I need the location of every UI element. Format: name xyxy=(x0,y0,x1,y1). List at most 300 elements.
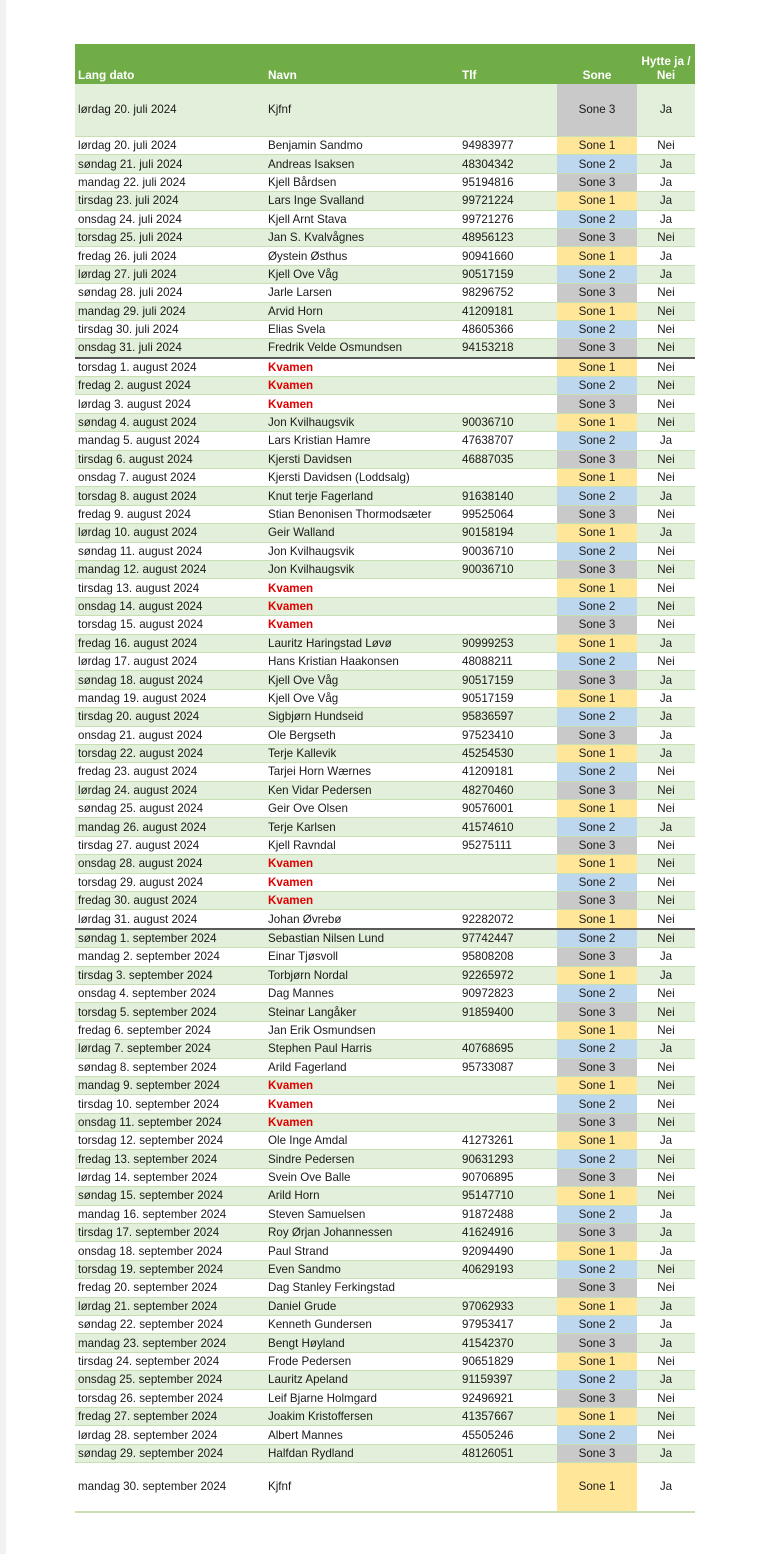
table-row xyxy=(75,1444,695,1462)
cell-dato: torsdag 26. september 2024 xyxy=(75,1389,265,1407)
table-row xyxy=(75,395,695,413)
cell-navn: Kjell Arnt Stava xyxy=(265,210,459,228)
cell-sone: Sone 1 xyxy=(557,744,637,762)
cell-tlf: 95808208 xyxy=(459,948,557,966)
cell-dato: mandag 9. september 2024 xyxy=(75,1076,265,1094)
cell-hytte: Nei xyxy=(637,1058,695,1076)
table-row xyxy=(75,302,695,320)
cell-sone: Sone 2 xyxy=(557,1260,637,1278)
cell-hytte: Ja xyxy=(637,726,695,744)
table-row xyxy=(75,948,695,966)
cell-dato: fredag 27. september 2024 xyxy=(75,1407,265,1425)
cell-dato: tirsdag 13. august 2024 xyxy=(75,579,265,597)
cell-dato: torsdag 8. august 2024 xyxy=(75,487,265,505)
cell-dato: søndag 8. september 2024 xyxy=(75,1058,265,1076)
table-row xyxy=(75,818,695,836)
cell-hytte: Ja xyxy=(637,247,695,265)
cell-sone: Sone 2 xyxy=(557,873,637,891)
cell-tlf: 90999253 xyxy=(459,634,557,652)
table-row xyxy=(75,487,695,505)
cell-hytte: Nei xyxy=(637,1426,695,1444)
header-row xyxy=(75,44,695,84)
table-row xyxy=(75,137,695,155)
cell-navn: Geir Walland xyxy=(265,524,459,542)
cell-hytte: Nei xyxy=(637,1021,695,1039)
cell-navn: Kjfnf xyxy=(265,1463,459,1513)
table-row xyxy=(75,1407,695,1425)
cell-dato: torsdag 25. juli 2024 xyxy=(75,228,265,246)
table-row xyxy=(75,1095,695,1113)
table-row xyxy=(75,1003,695,1021)
cell-tlf: 41574610 xyxy=(459,818,557,836)
cell-tlf: 92496921 xyxy=(459,1389,557,1407)
cell-sone: Sone 3 xyxy=(557,173,637,191)
cell-tlf: 41542370 xyxy=(459,1334,557,1352)
cell-sone: Sone 1 xyxy=(557,1463,637,1513)
cell-hytte: Nei xyxy=(637,1279,695,1297)
cell-sone: Sone 1 xyxy=(557,1352,637,1370)
table-row xyxy=(75,1187,695,1205)
cell-sone: Sone 3 xyxy=(557,1168,637,1186)
table-row xyxy=(75,634,695,652)
cell-tlf: 91638140 xyxy=(459,487,557,505)
table-row xyxy=(75,579,695,597)
cell-sone: Sone 2 xyxy=(557,320,637,338)
cell-navn: Andreas Isaksen xyxy=(265,155,459,173)
cell-sone: Sone 3 xyxy=(557,781,637,799)
cell-tlf: 48088211 xyxy=(459,652,557,670)
cell-navn: Terje Karlsen xyxy=(265,818,459,836)
cell-tlf: 98296752 xyxy=(459,284,557,302)
cell-hytte: Nei xyxy=(637,228,695,246)
cell-navn: Lars Kristian Hamre xyxy=(265,432,459,450)
cell-dato: onsdag 28. august 2024 xyxy=(75,855,265,873)
cell-dato: mandag 19. august 2024 xyxy=(75,689,265,707)
cell-dato: fredag 2. august 2024 xyxy=(75,377,265,395)
cell-hytte: Nei xyxy=(637,1187,695,1205)
cell-dato: lørdag 28. september 2024 xyxy=(75,1426,265,1444)
cell-navn: Jon Kvilhaugsvik xyxy=(265,413,459,431)
cell-dato: tirsdag 24. september 2024 xyxy=(75,1352,265,1370)
table-row xyxy=(75,84,695,137)
cell-navn: Sigbjørn Hundseid xyxy=(265,708,459,726)
cell-hytte: Nei xyxy=(637,505,695,523)
cell-sone: Sone 3 xyxy=(557,1224,637,1242)
cell-hytte: Ja xyxy=(637,948,695,966)
cell-tlf: 90517159 xyxy=(459,265,557,283)
cell-tlf: 90036710 xyxy=(459,413,557,431)
cell-sone: Sone 2 xyxy=(557,763,637,781)
cell-tlf xyxy=(459,579,557,597)
cell-hytte: Ja xyxy=(637,966,695,984)
cell-dato: tirsdag 6. august 2024 xyxy=(75,450,265,468)
cell-tlf xyxy=(459,377,557,395)
cell-navn: Jarle Larsen xyxy=(265,284,459,302)
table-row xyxy=(75,1224,695,1242)
table-row xyxy=(75,542,695,560)
cell-tlf: 90941660 xyxy=(459,247,557,265)
cell-navn: Halfdan Rydland xyxy=(265,1444,459,1462)
cell-dato: fredag 16. august 2024 xyxy=(75,634,265,652)
cell-hytte: Nei xyxy=(637,395,695,413)
cell-sone: Sone 1 xyxy=(557,855,637,873)
table-row xyxy=(75,781,695,799)
cell-tlf: 90651829 xyxy=(459,1352,557,1370)
cell-dato: mandag 16. september 2024 xyxy=(75,1205,265,1223)
cell-dato: tirsdag 23. juli 2024 xyxy=(75,192,265,210)
cell-tlf: 47638707 xyxy=(459,432,557,450)
cell-tlf: 90972823 xyxy=(459,984,557,1002)
cell-sone: Sone 1 xyxy=(557,247,637,265)
cell-navn: Kjell Bårdsen xyxy=(265,173,459,191)
cell-hytte: Ja xyxy=(637,210,695,228)
cell-dato: torsdag 15. august 2024 xyxy=(75,616,265,634)
cell-dato: lørdag 20. juli 2024 xyxy=(75,137,265,155)
cell-sone: Sone 2 xyxy=(557,652,637,670)
table-row xyxy=(75,800,695,818)
cell-hytte: Ja xyxy=(637,84,695,137)
cell-dato: søndag 29. september 2024 xyxy=(75,1444,265,1462)
cell-tlf: 41357667 xyxy=(459,1407,557,1425)
cell-hytte: Nei xyxy=(637,597,695,615)
table-row xyxy=(75,873,695,891)
cell-tlf xyxy=(459,1021,557,1039)
cell-dato: fredag 6. september 2024 xyxy=(75,1021,265,1039)
cell-tlf: 92094490 xyxy=(459,1242,557,1260)
cell-sone: Sone 1 xyxy=(557,1187,637,1205)
table-row xyxy=(75,1297,695,1315)
cell-dato: lørdag 20. juli 2024 xyxy=(75,84,265,137)
cell-hytte: Nei xyxy=(637,377,695,395)
cell-hytte: Nei xyxy=(637,339,695,358)
cell-navn: Torbjørn Nordal xyxy=(265,966,459,984)
table-row xyxy=(75,763,695,781)
cell-tlf: 41624916 xyxy=(459,1224,557,1242)
cell-tlf: 45254530 xyxy=(459,744,557,762)
cell-sone: Sone 2 xyxy=(557,1371,637,1389)
cell-hytte: Nei xyxy=(637,1168,695,1186)
cell-sone: Sone 1 xyxy=(557,1242,637,1260)
table-row xyxy=(75,652,695,670)
cell-hytte: Ja xyxy=(637,173,695,191)
cell-sone: Sone 3 xyxy=(557,616,637,634)
table-row xyxy=(75,358,695,377)
cell-dato: onsdag 14. august 2024 xyxy=(75,597,265,615)
cell-tlf: 40768695 xyxy=(459,1040,557,1058)
cell-sone: Sone 1 xyxy=(557,1132,637,1150)
cell-tlf xyxy=(459,1463,557,1513)
cell-navn: Benjamin Sandmo xyxy=(265,137,459,155)
cell-hytte: Nei xyxy=(637,560,695,578)
cell-tlf: 90517159 xyxy=(459,671,557,689)
cell-dato: onsdag 25. september 2024 xyxy=(75,1371,265,1389)
cell-sone: Sone 1 xyxy=(557,469,637,487)
cell-sone: Sone 3 xyxy=(557,671,637,689)
cell-dato: fredag 20. september 2024 xyxy=(75,1279,265,1297)
cell-tlf: 41209181 xyxy=(459,763,557,781)
cell-navn: Even Sandmo xyxy=(265,1260,459,1278)
cell-navn: Paul Strand xyxy=(265,1242,459,1260)
cell-dato: lørdag 14. september 2024 xyxy=(75,1168,265,1186)
cell-navn: Arild Horn xyxy=(265,1187,459,1205)
cell-tlf xyxy=(459,855,557,873)
cell-tlf: 90576001 xyxy=(459,800,557,818)
cell-navn: Terje Kallevik xyxy=(265,744,459,762)
cell-navn: Johan Øvrebø xyxy=(265,910,459,929)
table-row xyxy=(75,228,695,246)
cell-sone: Sone 3 xyxy=(557,1334,637,1352)
cell-sone: Sone 2 xyxy=(557,265,637,283)
cell-hytte: Nei xyxy=(637,302,695,320)
cell-navn: Jan S. Kvalvågnes xyxy=(265,228,459,246)
cell-navn: Joakim Kristoffersen xyxy=(265,1407,459,1425)
cell-hytte: Ja xyxy=(637,155,695,173)
cell-sone: Sone 3 xyxy=(557,892,637,910)
table-row xyxy=(75,1113,695,1131)
table-row xyxy=(75,247,695,265)
cell-dato: søndag 28. juli 2024 xyxy=(75,284,265,302)
cell-tlf: 92282072 xyxy=(459,910,557,929)
cell-navn: Leif Bjarne Holmgard xyxy=(265,1389,459,1407)
cell-tlf: 46887035 xyxy=(459,450,557,468)
cell-hytte: Nei xyxy=(637,892,695,910)
cell-hytte: Nei xyxy=(637,616,695,634)
cell-dato: tirsdag 17. september 2024 xyxy=(75,1224,265,1242)
cell-tlf: 99721224 xyxy=(459,192,557,210)
cell-dato: fredag 26. juli 2024 xyxy=(75,247,265,265)
cell-navn: Kjell Ove Våg xyxy=(265,265,459,283)
table-row xyxy=(75,432,695,450)
cell-tlf: 90036710 xyxy=(459,542,557,560)
cell-tlf xyxy=(459,873,557,891)
cell-hytte: Nei xyxy=(637,284,695,302)
table-row xyxy=(75,1352,695,1370)
cell-sone: Sone 2 xyxy=(557,155,637,173)
cell-sone: Sone 3 xyxy=(557,726,637,744)
cell-sone: Sone 3 xyxy=(557,284,637,302)
cell-tlf xyxy=(459,1076,557,1094)
header-lang-dato: Lang dato xyxy=(75,44,265,84)
cell-sone: Sone 3 xyxy=(557,1058,637,1076)
cell-navn: Ole Inge Amdal xyxy=(265,1132,459,1150)
cell-tlf: 91872488 xyxy=(459,1205,557,1223)
cell-sone: Sone 3 xyxy=(557,1389,637,1407)
cell-tlf: 95147710 xyxy=(459,1187,557,1205)
cell-navn: Kvamen xyxy=(265,377,459,395)
table-row xyxy=(75,1040,695,1058)
cell-hytte: Nei xyxy=(637,413,695,431)
table-row xyxy=(75,505,695,523)
cell-dato: mandag 5. august 2024 xyxy=(75,432,265,450)
cell-sone: Sone 2 xyxy=(557,1040,637,1058)
table-row xyxy=(75,597,695,615)
cell-tlf: 90158194 xyxy=(459,524,557,542)
cell-sone: Sone 1 xyxy=(557,1076,637,1094)
cell-hytte: Nei xyxy=(637,763,695,781)
cell-tlf: 91159397 xyxy=(459,1371,557,1389)
cell-navn: Øystein Østhus xyxy=(265,247,459,265)
cell-hytte: Nei xyxy=(637,929,695,948)
cell-hytte: Nei xyxy=(637,781,695,799)
table-row xyxy=(75,192,695,210)
cell-hytte: Nei xyxy=(637,1003,695,1021)
cell-dato: tirsdag 10. september 2024 xyxy=(75,1095,265,1113)
cell-dato: onsdag 18. september 2024 xyxy=(75,1242,265,1260)
cell-hytte: Nei xyxy=(637,1389,695,1407)
cell-tlf xyxy=(459,892,557,910)
cell-navn: Steinar Langåker xyxy=(265,1003,459,1021)
cell-tlf: 92265972 xyxy=(459,966,557,984)
cell-navn: Hans Kristian Haakonsen xyxy=(265,652,459,670)
cell-navn: Kvamen xyxy=(265,358,459,377)
cell-sone: Sone 1 xyxy=(557,413,637,431)
cell-sone: Sone 1 xyxy=(557,579,637,597)
cell-dato: tirsdag 20. august 2024 xyxy=(75,708,265,726)
table-row xyxy=(75,708,695,726)
cell-hytte: Ja xyxy=(637,708,695,726)
cell-sone: Sone 3 xyxy=(557,836,637,854)
cell-tlf xyxy=(459,1113,557,1131)
cell-navn: Kvamen xyxy=(265,855,459,873)
cell-navn: Kvamen xyxy=(265,597,459,615)
cell-sone: Sone 2 xyxy=(557,377,637,395)
cell-navn: Fredrik Velde Osmundsen xyxy=(265,339,459,358)
cell-sone: Sone 3 xyxy=(557,505,637,523)
cell-sone: Sone 2 xyxy=(557,984,637,1002)
cell-navn: Kvamen xyxy=(265,873,459,891)
cell-dato: torsdag 22. august 2024 xyxy=(75,744,265,762)
cell-navn: Kvamen xyxy=(265,616,459,634)
cell-navn: Kvamen xyxy=(265,1095,459,1113)
cell-sone: Sone 3 xyxy=(557,228,637,246)
cell-navn: Sindre Pedersen xyxy=(265,1150,459,1168)
table-row xyxy=(75,173,695,191)
cell-sone: Sone 2 xyxy=(557,1150,637,1168)
table-row xyxy=(75,1426,695,1444)
schedule-table xyxy=(75,44,695,1513)
cell-dato: tirsdag 30. juli 2024 xyxy=(75,320,265,338)
cell-navn: Jan Erik Osmundsen xyxy=(265,1021,459,1039)
table-row xyxy=(75,1279,695,1297)
cell-hytte: Nei xyxy=(637,1076,695,1094)
cell-hytte: Ja xyxy=(637,1040,695,1058)
table-row xyxy=(75,689,695,707)
cell-navn: Lars Inge Svalland xyxy=(265,192,459,210)
cell-tlf xyxy=(459,597,557,615)
cell-hytte: Nei xyxy=(637,836,695,854)
table-row xyxy=(75,469,695,487)
cell-sone: Sone 1 xyxy=(557,1297,637,1315)
cell-tlf: 90631293 xyxy=(459,1150,557,1168)
table-row xyxy=(75,155,695,173)
table-row xyxy=(75,320,695,338)
cell-navn: Kenneth Gundersen xyxy=(265,1316,459,1334)
cell-sone: Sone 1 xyxy=(557,910,637,929)
cell-sone: Sone 3 xyxy=(557,948,637,966)
cell-sone: Sone 3 xyxy=(557,84,637,137)
cell-hytte: Ja xyxy=(637,1463,695,1513)
cell-dato: søndag 1. september 2024 xyxy=(75,929,265,948)
cell-navn: Daniel Grude xyxy=(265,1297,459,1315)
cell-tlf: 97953417 xyxy=(459,1316,557,1334)
cell-hytte: Ja xyxy=(637,1444,695,1462)
cell-sone: Sone 1 xyxy=(557,966,637,984)
cell-dato: søndag 11. august 2024 xyxy=(75,542,265,560)
cell-dato: torsdag 19. september 2024 xyxy=(75,1260,265,1278)
cell-tlf: 48605366 xyxy=(459,320,557,338)
cell-hytte: Ja xyxy=(637,1205,695,1223)
cell-hytte: Nei xyxy=(637,910,695,929)
cell-sone: Sone 2 xyxy=(557,432,637,450)
table-row xyxy=(75,855,695,873)
cell-tlf: 97523410 xyxy=(459,726,557,744)
cell-sone: Sone 3 xyxy=(557,1279,637,1297)
cell-tlf: 95733087 xyxy=(459,1058,557,1076)
cell-hytte: Nei xyxy=(637,873,695,891)
cell-navn: Kjell Ravndal xyxy=(265,836,459,854)
cell-navn: Kjfnf xyxy=(265,84,459,137)
cell-sone: Sone 2 xyxy=(557,1316,637,1334)
cell-hytte: Ja xyxy=(637,1242,695,1260)
cell-sone: Sone 3 xyxy=(557,560,637,578)
cell-dato: tirsdag 3. september 2024 xyxy=(75,966,265,984)
cell-hytte: Ja xyxy=(637,1132,695,1150)
cell-dato: søndag 18. august 2024 xyxy=(75,671,265,689)
cell-navn: Kjell Ove Våg xyxy=(265,689,459,707)
table-row xyxy=(75,966,695,984)
cell-navn: Jon Kvilhaugsvik xyxy=(265,542,459,560)
cell-sone: Sone 3 xyxy=(557,1003,637,1021)
cell-tlf: 90517159 xyxy=(459,689,557,707)
cell-navn: Jon Kvilhaugsvik xyxy=(265,560,459,578)
cell-hytte: Ja xyxy=(637,818,695,836)
cell-dato: fredag 23. august 2024 xyxy=(75,763,265,781)
cell-tlf xyxy=(459,395,557,413)
cell-hytte: Ja xyxy=(637,1334,695,1352)
cell-sone: Sone 1 xyxy=(557,689,637,707)
table-row xyxy=(75,1205,695,1223)
schedule-body xyxy=(75,84,695,1512)
cell-hytte: Ja xyxy=(637,689,695,707)
cell-navn: Dag Mannes xyxy=(265,984,459,1002)
cell-hytte: Nei xyxy=(637,1113,695,1131)
table-row xyxy=(75,450,695,468)
cell-tlf: 48270460 xyxy=(459,781,557,799)
cell-hytte: Ja xyxy=(637,524,695,542)
cell-tlf: 99721276 xyxy=(459,210,557,228)
cell-dato: lørdag 27. juli 2024 xyxy=(75,265,265,283)
table-row xyxy=(75,1021,695,1039)
cell-sone: Sone 2 xyxy=(557,1205,637,1223)
cell-navn: Sebastian Nilsen Lund xyxy=(265,929,459,948)
table-row xyxy=(75,1371,695,1389)
cell-hytte: Ja xyxy=(637,634,695,652)
cell-tlf xyxy=(459,1279,557,1297)
cell-dato: torsdag 5. september 2024 xyxy=(75,1003,265,1021)
table-row xyxy=(75,1058,695,1076)
cell-hytte: Ja xyxy=(637,192,695,210)
cell-sone: Sone 2 xyxy=(557,818,637,836)
cell-hytte: Ja xyxy=(637,1224,695,1242)
cell-sone: Sone 2 xyxy=(557,1095,637,1113)
table-row xyxy=(75,929,695,948)
cell-dato: mandag 29. juli 2024 xyxy=(75,302,265,320)
cell-dato: mandag 12. august 2024 xyxy=(75,560,265,578)
header-sone: Sone xyxy=(557,44,637,84)
table-row xyxy=(75,339,695,358)
table-row xyxy=(75,910,695,929)
cell-tlf: 41273261 xyxy=(459,1132,557,1150)
